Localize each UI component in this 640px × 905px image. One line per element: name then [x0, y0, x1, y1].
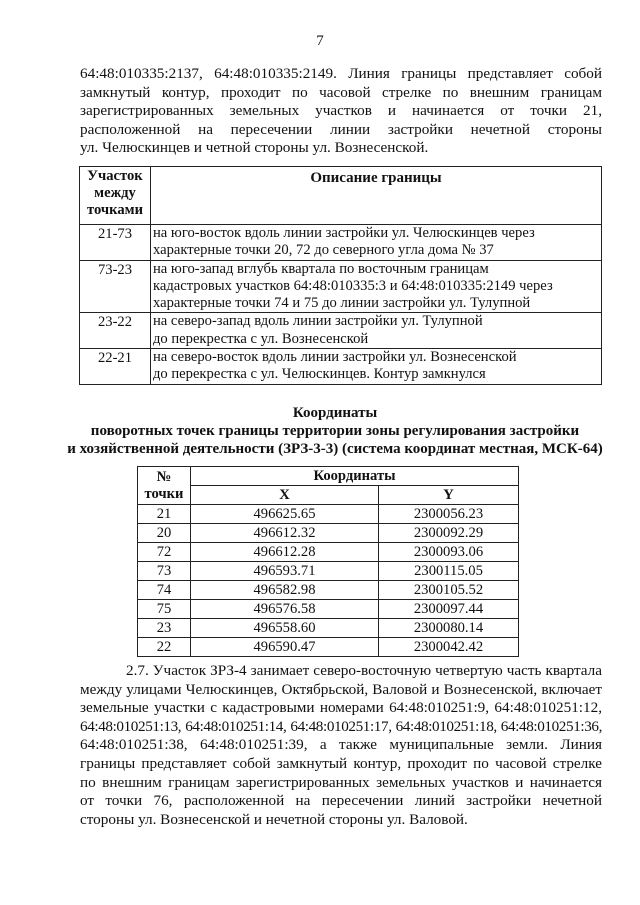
- segment-cell: 73-23: [80, 260, 151, 313]
- point-cell: 72: [138, 543, 191, 562]
- point-cell: 73: [138, 562, 191, 581]
- table-header-row: [138, 467, 519, 486]
- description-cell: на северо-запад вдоль линии застройки ул. Тулупной до перекрестка с ул. Вознесенской: [151, 313, 602, 349]
- coordinates-table: [137, 466, 519, 657]
- description-cell: на юго-восток вдоль линии застройки ул. Челюскинцев через характерные точки 20, 72 до северного угла дома № 37: [151, 225, 602, 261]
- y-cell: 2300097.44: [379, 600, 519, 619]
- table-row: [138, 600, 519, 619]
- point-cell: 74: [138, 581, 191, 600]
- table-row: [138, 524, 519, 543]
- table-row: [138, 619, 519, 638]
- y-cell: 2300056.23: [379, 505, 519, 524]
- table-row: [80, 313, 602, 349]
- table-header-row: [138, 486, 519, 505]
- table-row: [80, 260, 602, 313]
- text-line: 64:48:010251:38, 64:48:010251:39, а также муниципальные земли. Линия: [80, 736, 602, 754]
- y-cell: 2300092.29: [379, 524, 519, 543]
- x-cell: 496612.28: [191, 543, 379, 562]
- point-cell: 21: [138, 505, 191, 524]
- x-header: X: [191, 486, 379, 505]
- text-line: 64:48:010335:2137, 64:48:010335:2149. Линия границы представляет собой: [80, 65, 602, 82]
- segment-cell: 23-22: [80, 313, 151, 349]
- coordinates-heading: Координаты поворотных точек границы территории зоны регулирования застройки и хозяйственной деятельности (ЗРЗ-3-3) (система координат местная, МСК-64): [67, 405, 603, 457]
- page-number: 7: [316, 33, 324, 49]
- text-line: 2.7. Участок ЗРЗ-4 занимает северо-восточную четвертую часть квартала: [126, 662, 602, 679]
- x-cell: 496582.98: [191, 581, 379, 600]
- table-row: [80, 225, 602, 261]
- text-line: зарегистрированных земельных участков и начинается от точки 21,: [80, 102, 602, 120]
- table-row: [80, 349, 602, 385]
- text-line: 64:48:010251:13, 64:48:010251:14, 64:48:010251:17, 64:48:010251:18, 64:48:010251:36,: [80, 717, 602, 735]
- text-line: замкнутый контур, проходит по часовой стрелке по внешним границам: [80, 83, 602, 101]
- text-line: между улицами Челюскинцев, Октябрьской, Валовой и Вознесенской, включает: [80, 680, 602, 698]
- table-header-row: [80, 167, 602, 225]
- point-cell: 20: [138, 524, 191, 543]
- table-row: [138, 581, 519, 600]
- boundary-description-table: [79, 166, 602, 385]
- x-cell: 496625.65: [191, 505, 379, 524]
- x-cell: 496612.32: [191, 524, 379, 543]
- text-line: по внешним границам зарегистрированных земельных участков и начинается: [80, 773, 602, 791]
- text-line: стороны ул. Вознесенской и нечетной стороны ул. Валовой.: [80, 810, 468, 828]
- x-cell: 496558.60: [191, 619, 379, 638]
- description-cell: на северо-восток вдоль линии застройки ул. Вознесенской до перекрестка с ул. Челюскинцев. Контур замкнулся: [151, 349, 602, 385]
- table-row: [138, 638, 519, 657]
- segment-cell: 22-21: [80, 349, 151, 385]
- point-cell: 75: [138, 600, 191, 619]
- intro-paragraph: [80, 65, 602, 158]
- segment-cell: 21-73: [80, 225, 151, 261]
- coordinates-header: Координаты: [191, 467, 519, 486]
- text-line: земельные участки с кадастровыми номерами 64:48:010251:9, 64:48:010251:12,: [80, 699, 602, 717]
- y-cell: 2300093.06: [379, 543, 519, 562]
- y-header: Y: [379, 486, 519, 505]
- table-row: [138, 505, 519, 524]
- description-cell: на юго-запад вглубь квартала по восточным границам кадастровых участков 64:48:010335:3 и 64:48:010335:2149 через характерные точки 74 и 75 до линии застройки ул. Тулупной: [151, 260, 602, 313]
- table-row: [138, 562, 519, 581]
- point-cell: 23: [138, 619, 191, 638]
- x-cell: 496593.71: [191, 562, 379, 581]
- text-line: расположенной на пересечении линии застройки нечетной стороны: [80, 120, 602, 138]
- section-2-7-paragraph: [80, 662, 602, 829]
- text-line: ул. Челюскинцев и четной стороны ул. Вознесенской.: [80, 139, 429, 157]
- point-number-header: № точки: [138, 467, 191, 505]
- description-header: Описание границы: [151, 167, 602, 225]
- y-cell: 2300105.52: [379, 581, 519, 600]
- table-row: [138, 543, 519, 562]
- y-cell: 2300042.42: [379, 638, 519, 657]
- y-cell: 2300080.14: [379, 619, 519, 638]
- text-line: от точки 76, расположенной на пересечении линий застройки нечетной: [80, 792, 602, 810]
- x-cell: 496576.58: [191, 600, 379, 619]
- point-cell: 22: [138, 638, 191, 657]
- text-line: границы представляет собой замкнутый контур, проходит по часовой стрелке: [80, 754, 602, 772]
- y-cell: 2300115.05: [379, 562, 519, 581]
- x-cell: 496590.47: [191, 638, 379, 657]
- segment-header: Участок между точками: [80, 167, 151, 225]
